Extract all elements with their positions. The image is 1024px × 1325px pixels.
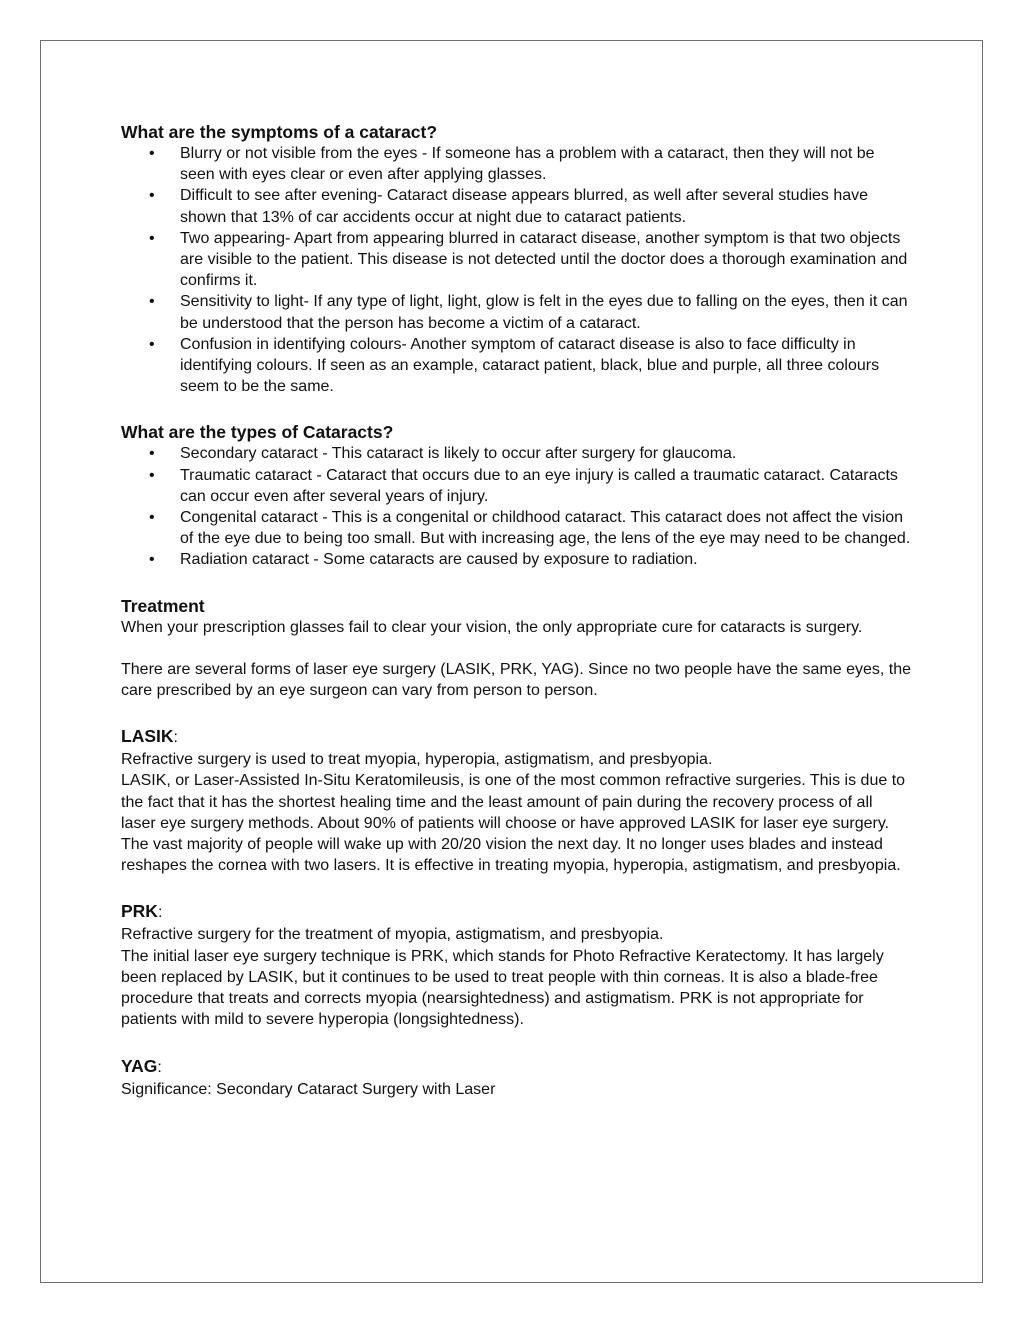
lasik-paragraph: LASIK, or Laser-Assisted In-Situ Keratomileusis, is one of the most common refractive surgeries. This is due to the fact that it has the shortest healing time and the least amount of pain during the recovery process of all laser eye surgery methods. About 90% of patients will choose or have approved LASIK for laser eye surgery. The vast majority of people will wake up with 20/20 vision the next day. It no longer uses blades and instead reshapes the cornea with two lasers. It is effective in treating myopia, hyperopia, astigmatism, and presbyopia. — [121, 772, 906, 875]
list-item-text: Traumatic cataract - Cataract that occurs due to an eye injury is called a traumatic cataract. Cataracts can occur even after several years of injury. — [180, 466, 898, 505]
symptoms-list — [121, 143, 911, 397]
lasik-heading — [121, 725, 911, 749]
list-item — [121, 465, 911, 507]
treatment-paragraph: There are several forms of laser eye surgery (LASIK, PRK, YAG). Since no two people have the same eyes, the care prescribed by an eye surgeon can vary from person to person. — [121, 660, 912, 700]
bullet-icon: • — [149, 229, 155, 247]
bullet-icon: • — [149, 187, 155, 205]
symptoms-heading: What are the symptoms of a cataract? — [121, 122, 438, 142]
bullet-icon: • — [149, 551, 155, 569]
list-item — [121, 334, 911, 398]
prk-heading — [121, 900, 911, 924]
yag-summary: Significance: Secondary Cataract Surgery with Laser — [121, 1080, 496, 1098]
list-item — [121, 507, 911, 549]
yag-heading-colon: : — [157, 1058, 162, 1076]
prk-summary: Refractive surgery for the treatment of myopia, astigmatism, and presbyopia. — [121, 926, 664, 944]
treatment-heading: Treatment — [121, 595, 205, 616]
lasik-summary: Refractive surgery is used to treat myopia, hyperopia, astigmatism, and presbyopia. — [121, 751, 713, 769]
list-item-text: Secondary cataract - This cataract is likely to occur after surgery for glaucoma. — [180, 445, 737, 463]
bullet-icon: • — [149, 509, 155, 527]
list-item-text: Two appearing- Apart from appearing blurred in cataract disease, another symptom is that two objects are visible to the patient. This disease is not detected until the doctor does a thorough examination and confirms it. — [180, 229, 908, 290]
lasik-heading-colon: : — [173, 729, 178, 747]
list-item — [121, 291, 911, 333]
types-list — [121, 443, 911, 570]
bullet-icon: • — [149, 335, 155, 353]
list-item — [121, 228, 911, 292]
list-item-text: Sensitivity to light- If any type of light, light, glow is felt in the eyes due to falling on the eyes, then it can be understood that the person has become a victim of a cataract. — [180, 293, 908, 332]
list-item — [121, 549, 911, 570]
prk-heading-colon: : — [157, 904, 163, 922]
list-item-text: Congenital cataract - This is a congenital or childhood cataract. This cataract does not affect the vision of the eye due to being too small. But with increasing age, the lens of the eye may need to be changed. — [180, 509, 911, 548]
list-item-text: Blurry or not visible from the eyes - If someone has a problem with a cataract, then they will not be seen with eyes clear or even after applying glasses. — [180, 145, 875, 184]
yag-heading-text: YAG — [121, 1055, 158, 1076]
bullet-icon: • — [149, 445, 155, 463]
prk-paragraph: The initial laser eye surgery technique is PRK, which stands for Photo Refractive Keratectomy. It has largely been replaced by LASIK, but it continues to be used to treat people with thin corneas. It is also a blade-free procedure that treats and corrects myopia (nearsightedness) and astigmatism. PRK is not appropriate for patients with mild to severe hyperopia (longsightedness). — [121, 947, 884, 1029]
bullet-icon: • — [149, 145, 155, 162]
list-item — [121, 143, 911, 185]
list-item-text: Confusion in identifying colours- Another symptom of cataract disease is also to face difficulty in identifying colours. If seen as an example, cataract patient, black, blue and purple, all three colours seem to be the same. — [180, 335, 880, 396]
list-item-text: Difficult to see after evening- Cataract disease appears blurred, as well after several studies have shown that 13% of car accidents occur at night due to cataract patients. — [180, 187, 869, 226]
treatment-paragraph: When your prescription glasses fail to clear your vision, the only appropriate cure for cataracts is surgery. — [121, 618, 863, 636]
bullet-icon: • — [149, 293, 155, 311]
bullet-icon: • — [149, 466, 155, 484]
document-body — [121, 121, 911, 1100]
lasik-heading-text: LASIK — [121, 726, 174, 747]
list-item-text: Radiation cataract - Some cataracts are caused by exposure to radiation. — [180, 551, 698, 569]
list-item — [121, 185, 911, 227]
prk-heading-text: PRK — [121, 901, 158, 922]
types-heading: What are the types of Cataracts? — [121, 422, 394, 443]
yag-heading — [121, 1055, 911, 1079]
list-item — [121, 443, 911, 464]
